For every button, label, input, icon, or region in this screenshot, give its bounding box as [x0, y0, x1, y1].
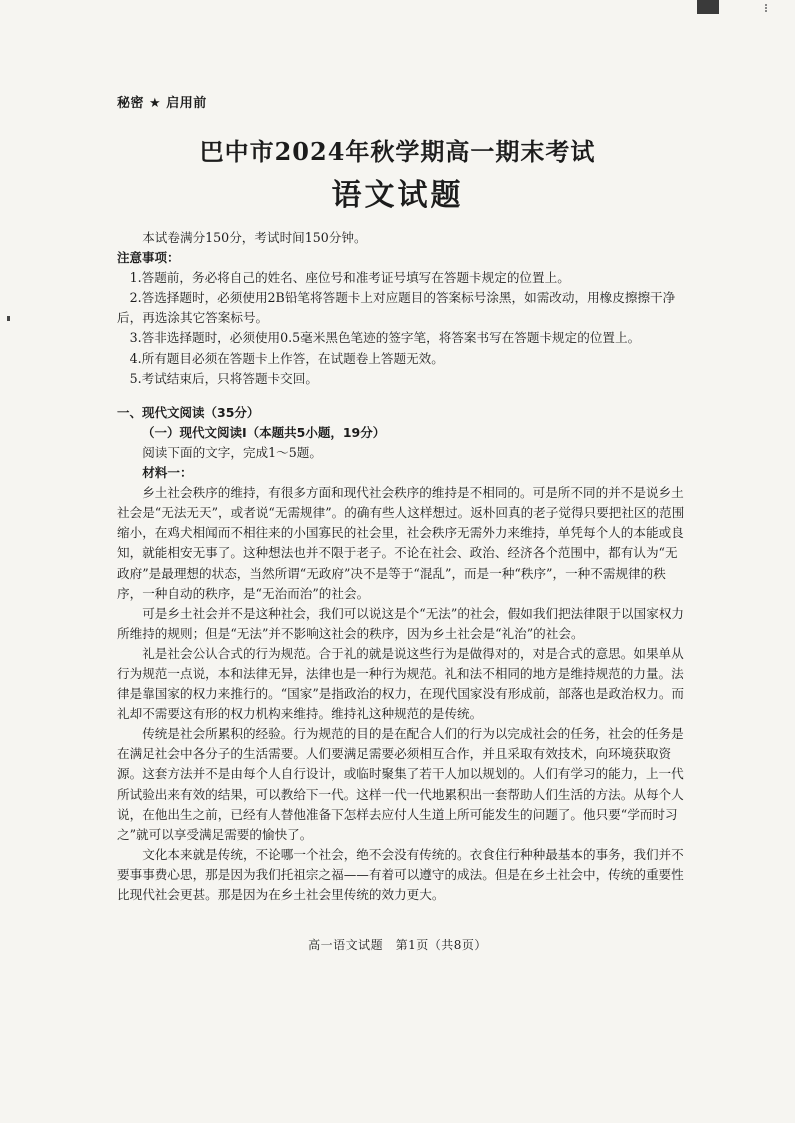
exam-subtitle: 语文试题 [331, 178, 464, 213]
notice-item: 5.考试结束后，只将答题卡交回。 [129, 370, 318, 386]
exam-body [117, 228, 687, 905]
page-footer: 高一语文试题 第1页（共8页） [308, 938, 487, 952]
spacer [117, 389, 687, 403]
passage-paragraph: 礼是社会公认合式的行为规范。合于礼的就是说这些行为是做得对的，对是合式的意思。如果单从行为规范一点说，本和法律无异，法律也是一种行为规范。礼和法不相同的地方是维持规范的力量。法律是靠国家的权力来推行的。“国家”是指政治的权力，在现代国家没有形成前，部落也是政治权力。而礼却不需要这有形的权力机构来维持。维持礼这种规范的是传统。 [117, 645, 685, 722]
notice-item: 2.答选择题时，必须使用2B铅笔将答题卡上对应题目的答案标号涂黑，如需改动，用橡皮擦擦干净后，再选涂其它答案标号。 [117, 290, 676, 326]
exam-intro: 本试卷满分150分，考试时间150分钟。 [142, 230, 367, 245]
notice-item: 3.答非选择题时，必须使用0.5毫米黑色笔迹的签字笔，将答案书写在答题卡规定的位置上。 [129, 330, 641, 346]
passage-paragraph: 文化本来就是传统，不论哪一个社会，绝不会没有传统的。衣食住行种种最基本的事务，我们并不要事事费心思，那是因为我们托祖宗之福——有着可以遵守的成法。但是在乡土社会中，传统的重要性比现代社会更甚。那是因为在乡土社会里传统的效力更大。 [117, 846, 684, 902]
exam-title: 巴中市2024年秋学期高一期末考试 [199, 137, 596, 166]
passage-paragraph: 可是乡土社会并不是这种社会，我们可以说这是个“无法”的社会，假如我们把法律限于以国家权力所维持的规则；但是“无法”并不影响这社会的秩序，因为乡土社会是“礼治”的社会。 [117, 605, 685, 641]
scan-dots [765, 4, 777, 12]
section-title: 一、现代文阅读（35分） [117, 404, 260, 420]
passage-paragraph: 传统是社会所累积的经验。行为规范的目的是在配合人们的行为以完成社会的任务，社会的任务是在满足社会中各分子的生活需要。人们要满足需要必须相互合作，并且采取有效技术，向环境获取资源。这套方法并不是由每个人自行设计，或临时聚集了若干人加以规划的。人们有学习的能力，上一代所试验出来有效的结果，可以教给下一代。这样一代一代地累积出一套帮助人们生活的方法。从每个人说，在他出生之前，已经有人替他准备下怎样去应付人生道上所可能发生的问题了。他只要“学而时习之”就可以享受满足需要的愉快了。 [117, 726, 684, 842]
section-subtitle: （一）现代文阅读Ⅰ（本题共5小题，19分） [142, 424, 386, 440]
notice-title: 注意事项： [117, 250, 180, 266]
material-label: 材料一： [142, 465, 193, 481]
reading-instruction: 阅读下面的文字，完成1～5题。 [142, 444, 322, 460]
notice-item: 1.答题前，务必将自己的姓名、座位号和准考证号填写在答题卡规定的位置上。 [129, 270, 570, 286]
scan-mark [697, 0, 719, 14]
confidential-label: 秘密 ★ 启用前 [117, 96, 207, 111]
passage-paragraph: 乡土社会秩序的维持，有很多方面和现代社会秩序的维持是不相同的。可是所不同的并不是说乡土社会是“无法无天”，或者说“无需规律”。的确有些人这样想过。返朴回真的老子觉得只要把社区的范围缩小，在鸡犬相闻而不相往来的小国寡民的社会里，社会秩序无需外力来维持，单凭每个人的本能或良知，就能相安无事了。这种想法也并不限于老子。不论在社会、政治、经济各个范围中，都有认为“无政府”是最理想的状态，当然所谓“无政府”决不是等于“混乱”，而是一种“秩序”，一种不需规律的秩序，一种自动的秩序，是“无治而治”的社会。 [117, 485, 685, 601]
notice-item: 4.所有题目必须在答题卡上作答，在试题卷上答题无效。 [129, 350, 444, 366]
scan-speck [7, 316, 10, 321]
